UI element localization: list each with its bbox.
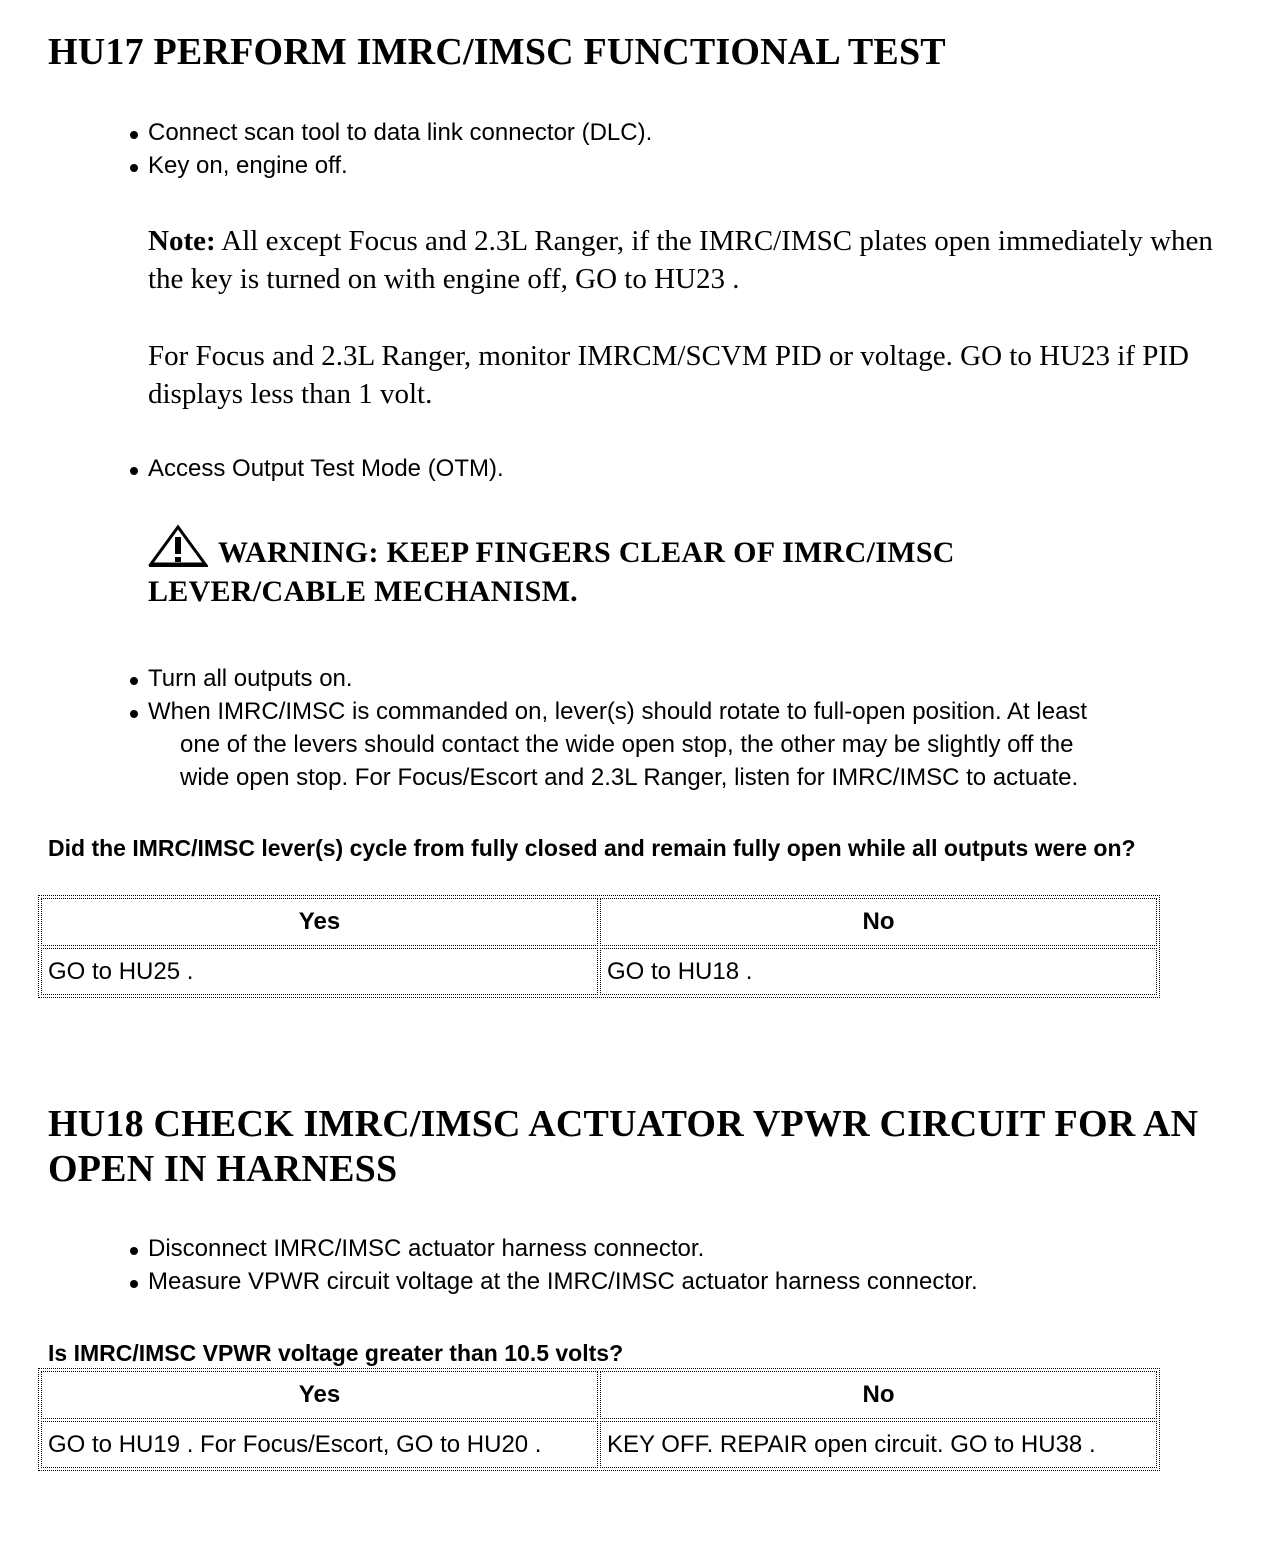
hu17-question: Did the IMRC/IMSC lever(s) cycle from fully closed and remain fully open while all outputs were on? xyxy=(48,835,1136,861)
no-cell: GO to HU18 . xyxy=(600,948,1157,995)
warning-line-1: WARNING: KEEP FINGERS CLEAR OF IMRC/IMSC xyxy=(218,536,955,569)
hu18-question: Is IMRC/IMSC VPWR voltage greater than 10.5 volts? xyxy=(48,1340,624,1366)
hu17-title: HU17 PERFORM IMRC/IMSC FUNCTIONAL TEST xyxy=(48,31,946,73)
no-header: No xyxy=(600,1371,1157,1419)
table-row xyxy=(41,898,1157,946)
hu17-steps-a xyxy=(130,116,652,182)
bullet-icon xyxy=(130,710,138,718)
bullet-icon xyxy=(130,1247,138,1255)
hu17-steps-b xyxy=(130,452,504,485)
list-item: Turn all outputs on. xyxy=(130,662,1087,695)
list-item: Connect scan tool to data link connector (DLC). xyxy=(130,116,652,149)
yes-header: Yes xyxy=(41,898,598,946)
note-paragraph xyxy=(148,222,1228,298)
bullet-icon xyxy=(130,131,138,139)
bullet-icon xyxy=(130,677,138,685)
hu17-yes-no-table xyxy=(38,895,1160,998)
note-text: All except Focus and 2.3L Ranger, if the IMRC/IMSC plates open immediately when the key is turned on with engine off, GO to HU23 . xyxy=(148,225,1213,295)
list-item: Access Output Test Mode (OTM). xyxy=(130,452,504,485)
yes-cell: GO to HU25 . xyxy=(41,948,598,995)
bullet-icon xyxy=(130,164,138,172)
yes-header: Yes xyxy=(41,1371,598,1419)
warning-block xyxy=(148,524,1148,611)
yes-cell: GO to HU19 . For Focus/Escort, GO to HU20 . xyxy=(41,1421,598,1468)
hu18-yes-no-table xyxy=(38,1368,1160,1471)
list-item: Measure VPWR circuit voltage at the IMRC/IMSC actuator harness connector. xyxy=(130,1265,978,1298)
hu18-steps xyxy=(130,1232,978,1298)
bullet-icon xyxy=(130,467,138,475)
table-row xyxy=(41,1371,1157,1419)
hu17-steps-c xyxy=(130,662,1087,794)
table-row xyxy=(41,948,1157,995)
hu18-title: HU18 CHECK IMRC/IMSC ACTUATOR VPWR CIRCUIT FOR AN OPEN IN HARNESS xyxy=(48,1103,1199,1190)
list-item: Key on, engine off. xyxy=(130,149,652,182)
no-cell: KEY OFF. REPAIR open circuit. GO to HU38 . xyxy=(600,1421,1157,1468)
list-item: When IMRC/IMSC is commanded on, lever(s) should rotate to full-open position. At least one of the levers should contact the wide open stop, the other may be slightly off the wide open stop. For Focus/Escort and 2.3L Ranger, listen for IMRC/IMSC to actuate. xyxy=(130,695,1087,794)
warning-line-2: LEVER/CABLE MECHANISM. xyxy=(148,575,578,608)
note-paragraph-2: For Focus and 2.3L Ranger, monitor IMRCM/SCVM PID or voltage. GO to HU23 if PID displays less than 1 volt. xyxy=(148,340,1189,410)
table-row xyxy=(41,1421,1157,1468)
list-item: Disconnect IMRC/IMSC actuator harness connector. xyxy=(130,1232,978,1265)
note-label: Note: xyxy=(148,225,216,257)
warning-triangle-icon xyxy=(148,524,210,568)
bullet-icon xyxy=(130,1280,138,1288)
no-header: No xyxy=(600,898,1157,946)
